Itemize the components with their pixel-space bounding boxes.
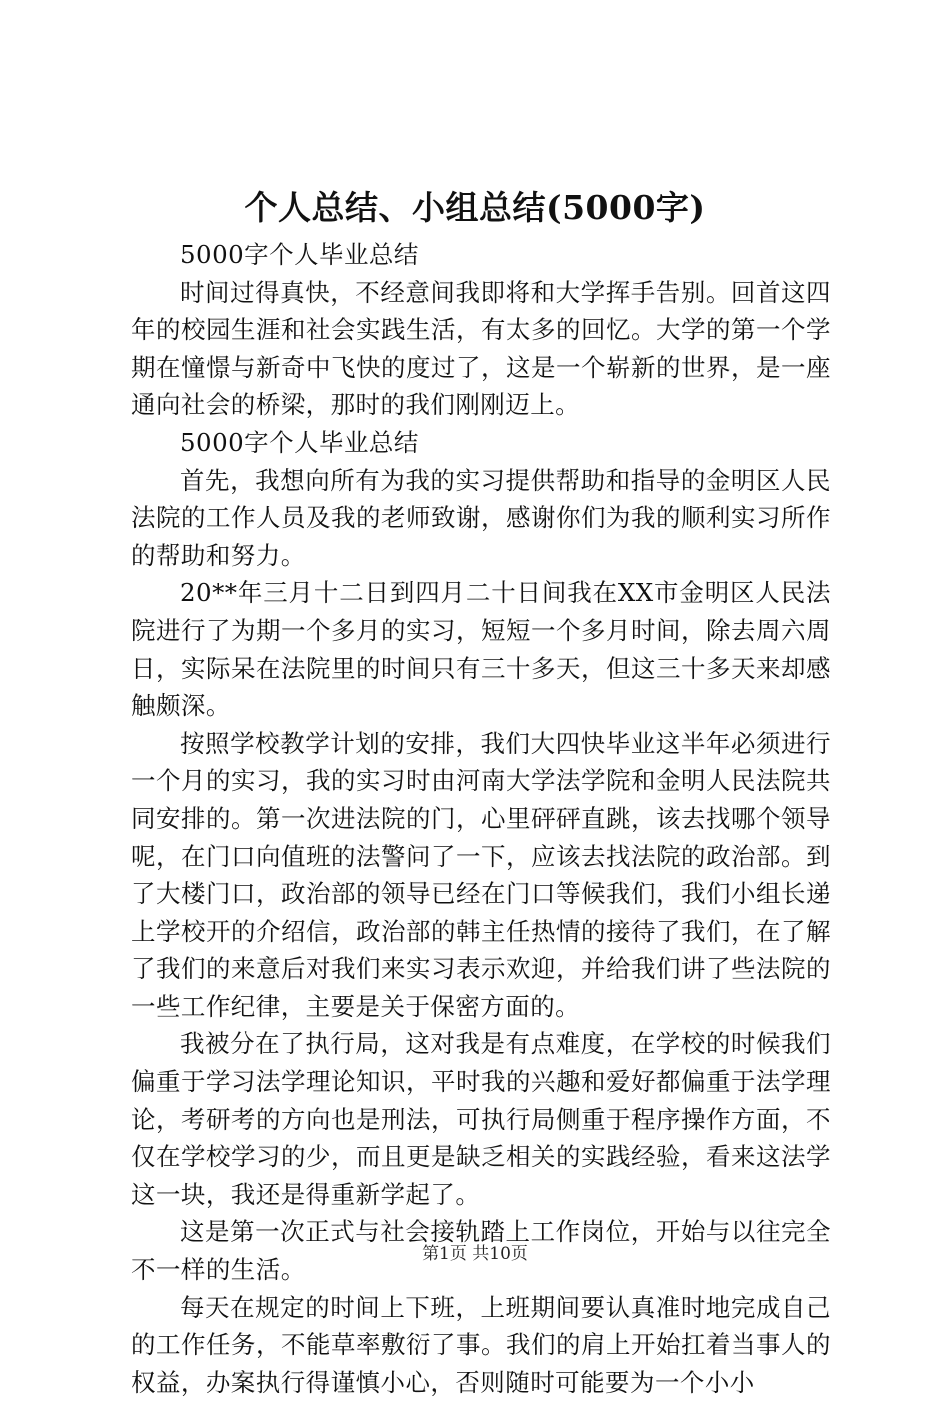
paragraph: 每天在规定的时间上下班，上班期间要认真准时地完成自己的工作任务，不能草率敷衍了事。我们的肩上开始扛着当事人的权益，办案执行得谨慎小心，否则随时可能要为一个小小 [131,1292,831,1397]
paragraph: 按照学校教学计划的安排，我们大四快毕业这半年必须进行一个月的实习，我的实习时由河南大学法学院和金明人民法院共同安排的。第一次进法院的门，心里砰砰直跳，该去找哪个领导呢，在门口向值班的法警问了一下，应该去找法院的政治部。到了大楼门口，政治部的领导已经在门口等候我们，我们小组长递上学校开的介绍信，政治部的韩主任热情的接待了我们，在了解了我们的来意后对我们来实习表示欢迎，并给我们讲了些法院的一些工作纪律，主要是关于保密方面的。 [131,728,831,1021]
paragraph: 我被分在了执行局，这对我是有点难度，在学校的时候我们偏重于学习法学理论知识，平时我的兴趣和爱好都偏重于法学理论，考研考的方向也是刑法，可执行局侧重于程序操作方面，不仅在学校学习的少，而且更是缺乏相关的实践经验，看来这法学这一块，我还是得重新学起了。 [131,1029,831,1209]
paragraph-subheading: 5000字个人毕业总结 [180,427,419,457]
paragraph: 时间过得真快，不经意间我即将和大学挥手告别。回首这四年的校园生涯和社会实践生活，有太多的回忆。大学的第一个学期在憧憬与新奇中飞快的度过了，这是一个崭新的世界，是一座通向社会的桥梁，那时的我们刚刚迈上。 [131,277,831,420]
paragraph: 首先，我想向所有为我的实习提供帮助和指导的金明区人民法院的工作人员及我的老师致谢，感谢你们为我的顺利实习所作的帮助和努力。 [131,465,831,570]
paragraph: 20**年三月十二日到四月二十日间我在XX市金明区人民法院进行了为期一个多月的实习，短短一个多月时间，除去周六周日，实际呆在法院里的时间只有三十多天，但这三十多天来却感触颇深。 [131,578,831,721]
paragraph: 这是第一次正式与社会接轨踏上工作岗位，开始与以往完全不一样的生活。 [131,1217,831,1285]
page-footer: 第1页 共10页 [422,1244,528,1264]
paragraph-subheading: 5000字个人毕业总结 [180,240,419,269]
document-body [131,236,831,1401]
document-title: 个人总结、小组总结(5000字) [244,188,706,227]
